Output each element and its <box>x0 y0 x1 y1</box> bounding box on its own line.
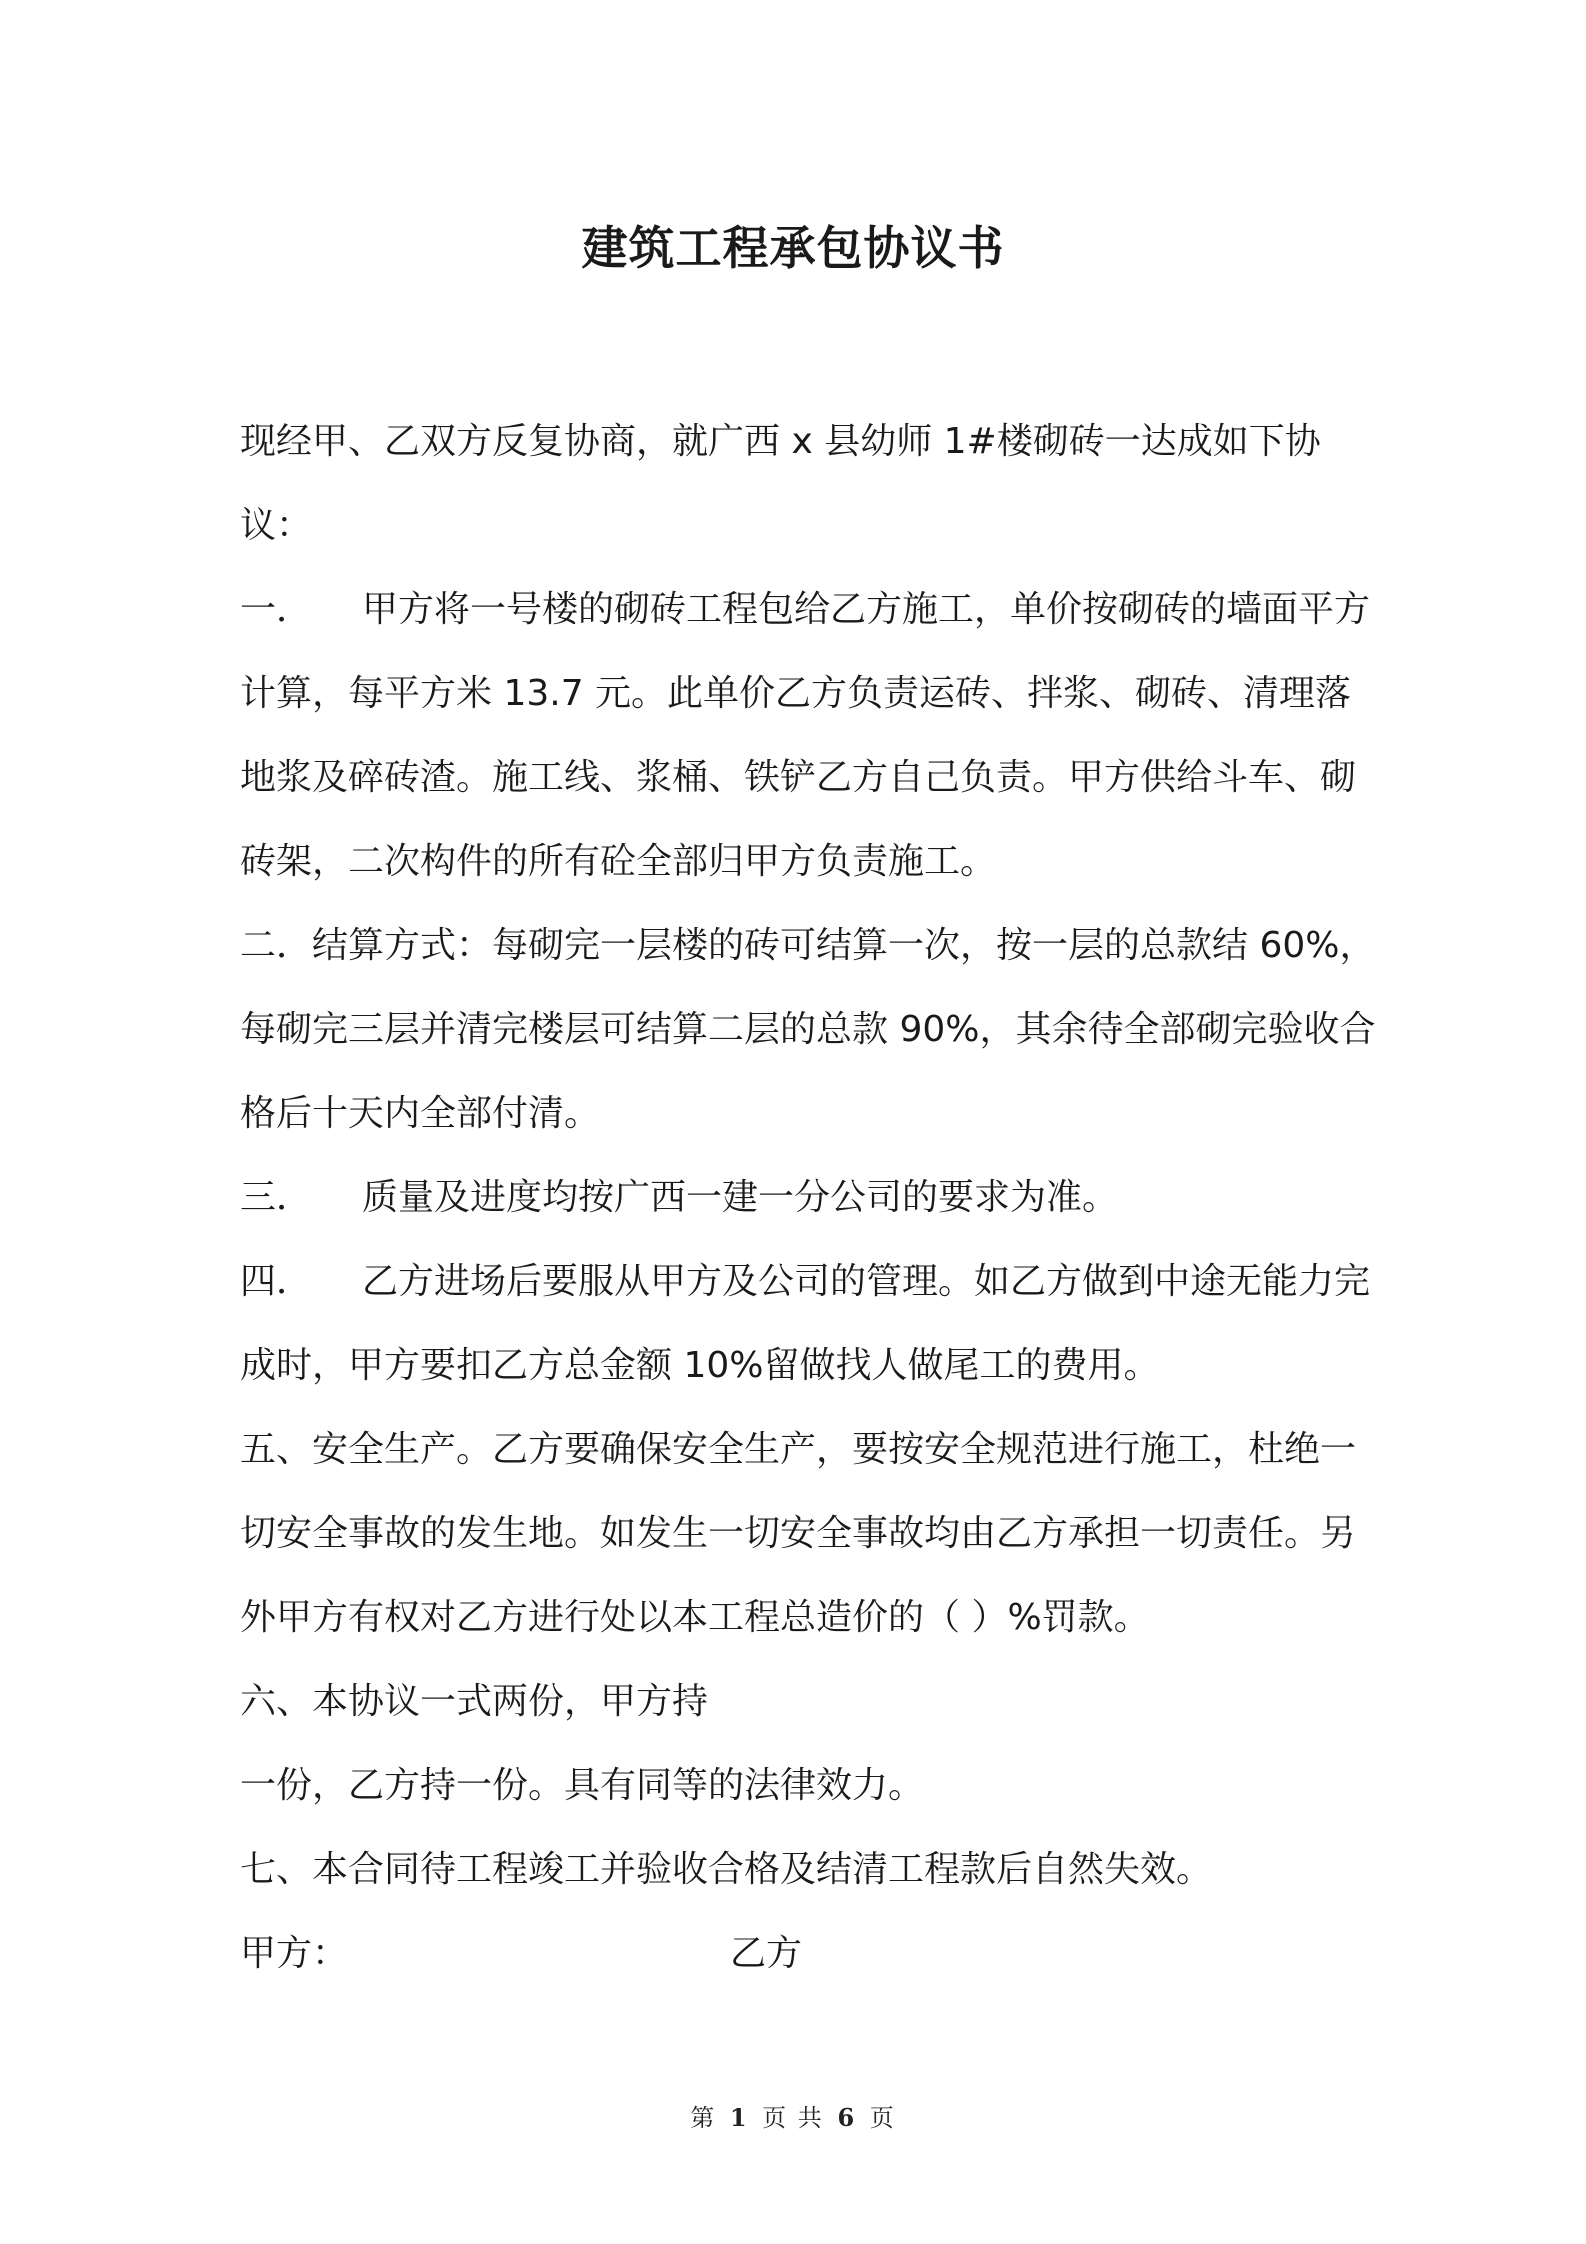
party-b-signature-label: 乙方 <box>730 1933 803 1974</box>
clause-1 <box>240 568 1380 904</box>
clause-6 <box>240 1660 1380 1744</box>
intro-paragraph: 现经甲、乙双方反复协商，就广西 x 县幼师 1#楼砌砖一达成如下协议： <box>240 421 1321 546</box>
footer-prefix: 第 <box>690 2104 717 2132</box>
clause-6-text: 本协议一式两份，甲方持 <box>312 1681 709 1722</box>
clause-1-text: 甲方将一号楼的砌砖工程包给乙方施工，单价按砌砖的墙面平方计算，每平方米 13.7 元。此单价乙方负责运砖、拌浆、砌砖、清理落地浆及碎砖渣。施工线、浆桶、铁铲乙方自己负责。甲方供给斗车、砌砖架，二次构件的所有砼全部归甲方负责施工。 <box>240 589 1371 882</box>
party-a-signature-label: 甲方： <box>240 1933 349 1974</box>
clause-4-number: 四． <box>240 1261 313 1302</box>
clause-5-text: 安全生产。乙方要确保安全生产，要按安全规范进行施工，杜绝一切安全事故的发生地。如发生一切安全事故均由乙方承担一切责任。另外甲方有权对乙方进行处以本工程总造价的（ ）%罚款。 <box>240 1429 1357 1638</box>
clause-7 <box>240 1828 1380 1912</box>
clause-2-text: 结算方式：每砌完一层楼的砖可结算一次，按一层的总款结 60%，每砌完三层并清完楼层可结算二层的总款 90%，其余待全部砌完验收合格后十天内全部付清。 <box>240 925 1376 1134</box>
clause-7-text: 本合同待工程竣工并验收合格及结清工程款后自然失效。 <box>312 1849 1213 1890</box>
page-footer <box>0 2098 1586 2133</box>
footer-total-pages: 6 <box>837 2103 857 2132</box>
clause-1-number: 一． <box>240 589 313 630</box>
clause-7-number: 七、 <box>240 1849 313 1890</box>
clause-2-number: 二． <box>240 925 313 966</box>
clause-6-continued-text: 一份，乙方持一份。具有同等的法律效力。 <box>240 1765 925 1806</box>
signature-row <box>240 1912 1380 1996</box>
footer-suffix: 页 <box>869 2104 896 2132</box>
clause-3-text: 质量及进度均按广西一建一分公司的要求为准。 <box>362 1177 1119 1218</box>
document-title: 建筑工程承包协议书 <box>581 221 1005 275</box>
clause-3 <box>240 1156 1380 1240</box>
clause-4 <box>240 1240 1380 1408</box>
clause-3-number: 三． <box>240 1177 313 1218</box>
clause-2 <box>240 904 1380 1156</box>
document-body <box>240 400 1380 1996</box>
clause-6-number: 六、 <box>240 1681 313 1722</box>
footer-current-page: 1 <box>729 2103 749 2132</box>
clause-4-text: 乙方进场后要服从甲方及公司的管理。如乙方做到中途无能力完成时，甲方要扣乙方总金额 10%留做找人做尾工的费用。 <box>240 1261 1371 1386</box>
clause-5 <box>240 1408 1380 1660</box>
clause-5-number: 五、 <box>240 1429 313 1470</box>
footer-mid: 页 共 <box>762 2104 824 2132</box>
clause-6-continued <box>240 1744 1380 1828</box>
